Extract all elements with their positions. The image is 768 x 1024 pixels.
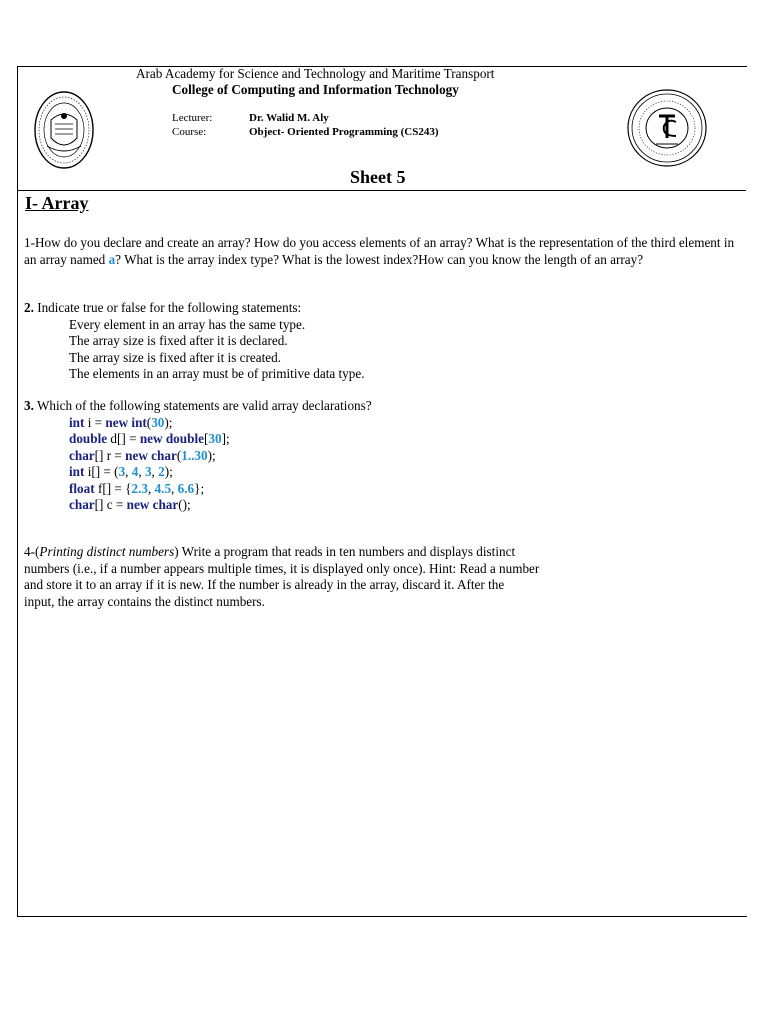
question-4-prefix: 4-(: [24, 544, 40, 559]
code-literal: 1..30: [181, 447, 208, 463]
code-text: ,: [151, 464, 159, 479]
code-text: ,: [171, 480, 178, 496]
code-keyword: new char: [126, 497, 179, 512]
lecturer-name: Dr. Walid M. Aly: [249, 112, 329, 124]
code-keyword: float: [69, 480, 95, 496]
question-2-number: 2.: [24, 300, 34, 315]
ccit-logo-icon: [626, 88, 708, 168]
code-keyword: int: [69, 414, 85, 430]
code-literal: 2.3: [131, 480, 148, 496]
code-text: );: [164, 464, 173, 479]
course-name: Object- Oriented Programming (CS243): [249, 126, 439, 138]
code-declarations: [24, 415, 372, 514]
code-keyword: char: [69, 497, 95, 512]
code-text: ,: [138, 464, 145, 479]
academy-name: Arab Academy for Science and Technology and Maritime Transport: [136, 66, 495, 81]
code-literal: 3: [144, 464, 152, 479]
question-1-text-after: ? What is the array index type? What is the lowest index?How can you know the length of an array?: [115, 251, 644, 267]
code-text: };: [194, 480, 205, 496]
question-3-number: 3.: [24, 398, 34, 413]
code-text: (: [146, 414, 152, 430]
code-literal: 2: [158, 464, 165, 479]
statement-item: The elements in an array must be of primitive data type.: [69, 366, 365, 381]
code-text: );: [164, 414, 173, 430]
code-text: [] c =: [94, 497, 127, 512]
code-literal: 30: [151, 414, 165, 430]
course-label: Course:: [172, 126, 207, 138]
code-text: [: [203, 431, 209, 446]
code-text: d[] =: [107, 431, 140, 446]
code-text: ,: [125, 464, 132, 479]
code-keyword: new double: [139, 431, 204, 446]
question-4-italic-title: Printing distinct numbers: [39, 544, 175, 559]
code-literal: 3: [118, 464, 126, 479]
code-text: [] r =: [94, 447, 126, 463]
code-text: );: [207, 447, 216, 463]
code-text: ();: [178, 497, 191, 512]
question-3: [24, 398, 372, 514]
code-literal: 30: [208, 431, 222, 446]
code-keyword: char: [69, 447, 95, 463]
code-text: i =: [84, 414, 106, 430]
college-name: College of Computing and Information Technology: [172, 82, 459, 97]
question-1-text-before: 1-How do you declare and create an array? How do you access elements of an array? What is the representation of the third element in an array named: [24, 235, 735, 267]
sheet-title: Sheet 5: [350, 167, 406, 187]
code-keyword: double: [69, 431, 108, 446]
question-4: [24, 544, 624, 610]
code-line: [24, 415, 372, 432]
code-literal: 4: [131, 464, 139, 479]
code-text: ,: [147, 480, 155, 496]
code-line: [24, 464, 372, 481]
code-keyword: int: [69, 464, 85, 479]
header-divider: [17, 190, 746, 191]
code-literal: 4.5: [154, 480, 172, 496]
question-1: [24, 235, 740, 268]
code-text: (: [176, 447, 182, 463]
statement-item: The array size is fixed after it is created.: [69, 349, 281, 365]
code-text: ];: [221, 431, 230, 446]
question-2-prompt: Indicate true or false for the following statements:: [33, 300, 302, 315]
question-4-line: ) Write a program that reads in ten numbers and displays distinct: [174, 544, 516, 559]
code-line: [24, 431, 372, 448]
code-keyword: new char: [125, 447, 177, 463]
question-4-line: numbers (i.e., if a number appears multiple times, it is displayed only once). Hint: Read a number: [24, 560, 540, 576]
code-line: [24, 497, 372, 514]
code-line: [24, 448, 372, 465]
code-text: f[] = {: [94, 480, 132, 496]
statement-item: The array size is fixed after it is declared.: [69, 333, 288, 348]
question-2: [24, 300, 365, 383]
array-name-highlight: a: [108, 251, 116, 267]
code-keyword: new int: [105, 414, 147, 430]
statement-item: Every element in an array has the same type.: [69, 316, 306, 332]
aast-emblem-icon: [33, 90, 95, 170]
question-3-prompt: Which of the following statements are valid array declarations?: [33, 398, 372, 413]
question-4-line: input, the array contains the distinct numbers.: [24, 593, 265, 609]
question-4-line: and store it to an array if it is new. If the number is already in the array, discard it. After the: [24, 577, 505, 592]
lecturer-label: Lecturer:: [172, 112, 213, 124]
code-line: [24, 481, 372, 498]
section-title: I- Array: [25, 193, 89, 213]
code-literal: 6.6: [177, 480, 195, 496]
code-text: i[] = (: [84, 464, 119, 479]
